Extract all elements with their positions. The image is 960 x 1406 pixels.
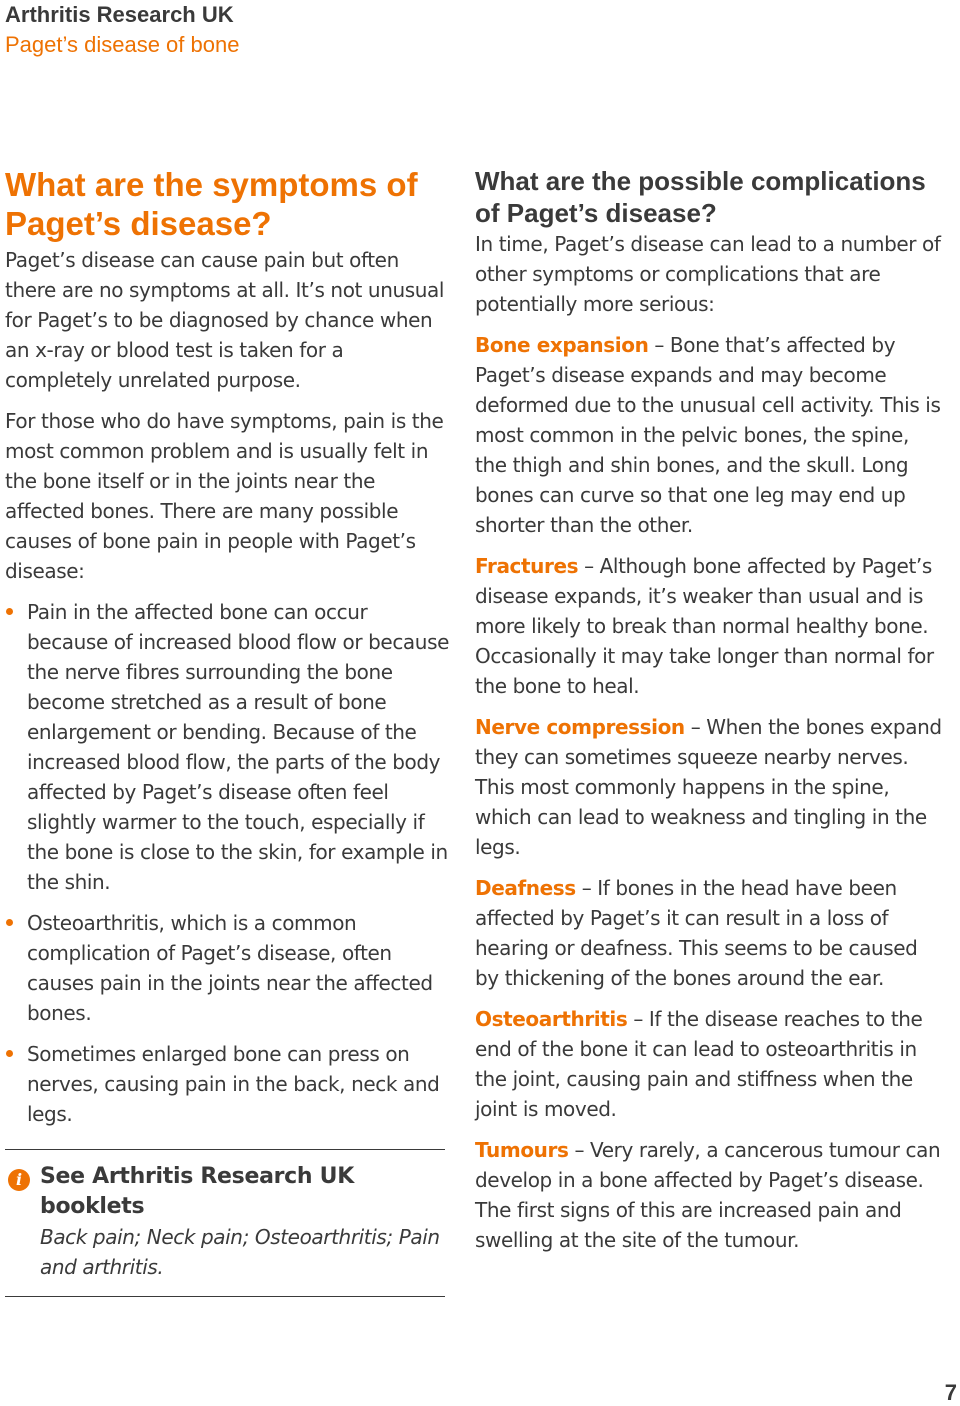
complication-term: Bone expansion <box>475 333 649 357</box>
symptoms-heading: What are the symptoms of Paget’s disease? <box>5 166 418 242</box>
complication-text: – If the disease reaches to the end of the bone it can lead to osteoarthritis in the joint, causing pain and stiffness when the joint is moved. <box>475 1007 923 1121</box>
booklet-title: Paget’s disease of bone <box>5 32 240 57</box>
complication-text: – If bones in the head have been affected by Paget’s it can result in a loss of hearing or deafness. This seems to be caused by thickening of the bones around the ear. <box>475 876 918 990</box>
list-item <box>5 597 450 897</box>
complication-item <box>475 551 945 701</box>
list-item-text: Osteoarthritis, which is a common complication of Paget’s disease, often causes pain in the joints near the affected bones. <box>27 911 433 1025</box>
complications-heading: What are the possible complications of Paget’s disease? <box>475 166 926 228</box>
list-item-text: Pain in the affected bone can occur because of increased blood flow or because the nerve fibres surrounding the bone become stretched as a result of bone enlargement or bending. Because of the increased blood flow, the parts of the body affected by Paget’s disease often feel slightly warmer to the touch, especially if the bone is close to the skin, for example in the shin. <box>27 600 449 894</box>
complication-text: – Very rarely, a cancerous tumour can develop in a bone affected by Paget’s disease. The first signs of this are increased pain and swelling at the site of the tumour. <box>475 1138 941 1252</box>
pain-causes-list <box>5 597 450 1129</box>
page-number: 7 <box>944 1380 957 1405</box>
bullet-icon <box>6 608 13 615</box>
complication-term: Fractures <box>475 554 579 578</box>
complication-item <box>475 330 945 540</box>
list-item <box>5 1039 450 1129</box>
symptoms-paragraph-2: For those who do have symptoms, pain is the most common problem and is usually felt in the bone itself or in the joints near the affected bones. There are many possible causes of bone pain in people with Paget’s disease: <box>5 409 444 583</box>
complication-text: – When the bones expand they can sometimes squeeze nearby nerves. This most commonly happens in the spine, which can lead to weakness and tingling in the legs. <box>475 715 942 859</box>
see-also-booklets: Back pain; Neck pain; Osteoarthritis; Pain and arthritis. <box>40 1225 440 1279</box>
complication-item <box>475 1004 945 1124</box>
list-item <box>5 908 450 1028</box>
complication-item <box>475 873 945 993</box>
organization-name: Arthritis Research UK <box>5 2 234 27</box>
complication-item <box>475 1135 945 1255</box>
complication-text: – Although bone affected by Paget’s disease expands, it’s weaker than usual and is more likely to break than normal healthy bone. Occasionally it may take longer than normal for the bone to heal. <box>475 554 934 698</box>
complication-text: – Bone that’s affected by Paget’s disease expands and may become deformed due to the unusual cell activity. This is most common in the pelvic bones, the spine, the thigh and shin bones, and the skull. Long bones can curve so that one leg may end up shorter than the other. <box>475 333 941 537</box>
info-icon: i <box>8 1169 30 1191</box>
see-also-title: See Arthritis Research UK booklets <box>40 1164 354 1219</box>
page-header <box>5 0 239 60</box>
see-also-box <box>5 1149 445 1297</box>
bullet-icon <box>6 919 13 926</box>
complication-term: Nerve compression <box>475 715 685 739</box>
complication-item <box>475 712 945 862</box>
bullet-icon <box>6 1050 13 1057</box>
complication-term: Deafness <box>475 876 576 900</box>
complications-intro: In time, Paget’s disease can lead to a number of other symptoms or complications that are potentially more serious: <box>475 232 941 316</box>
left-column <box>5 165 450 1297</box>
symptoms-paragraph-1: Paget’s disease can cause pain but often there are no symptoms at all. It’s not unusual for Paget’s to be diagnosed by chance when an x-ray or blood test is taken for a completely unrelated purpose. <box>5 248 445 392</box>
complication-term: Osteoarthritis <box>475 1007 628 1031</box>
complication-term: Tumours <box>475 1138 569 1162</box>
list-item-text: Sometimes enlarged bone can press on nerves, causing pain in the back, neck and legs. <box>27 1042 440 1126</box>
right-column <box>475 165 945 1266</box>
